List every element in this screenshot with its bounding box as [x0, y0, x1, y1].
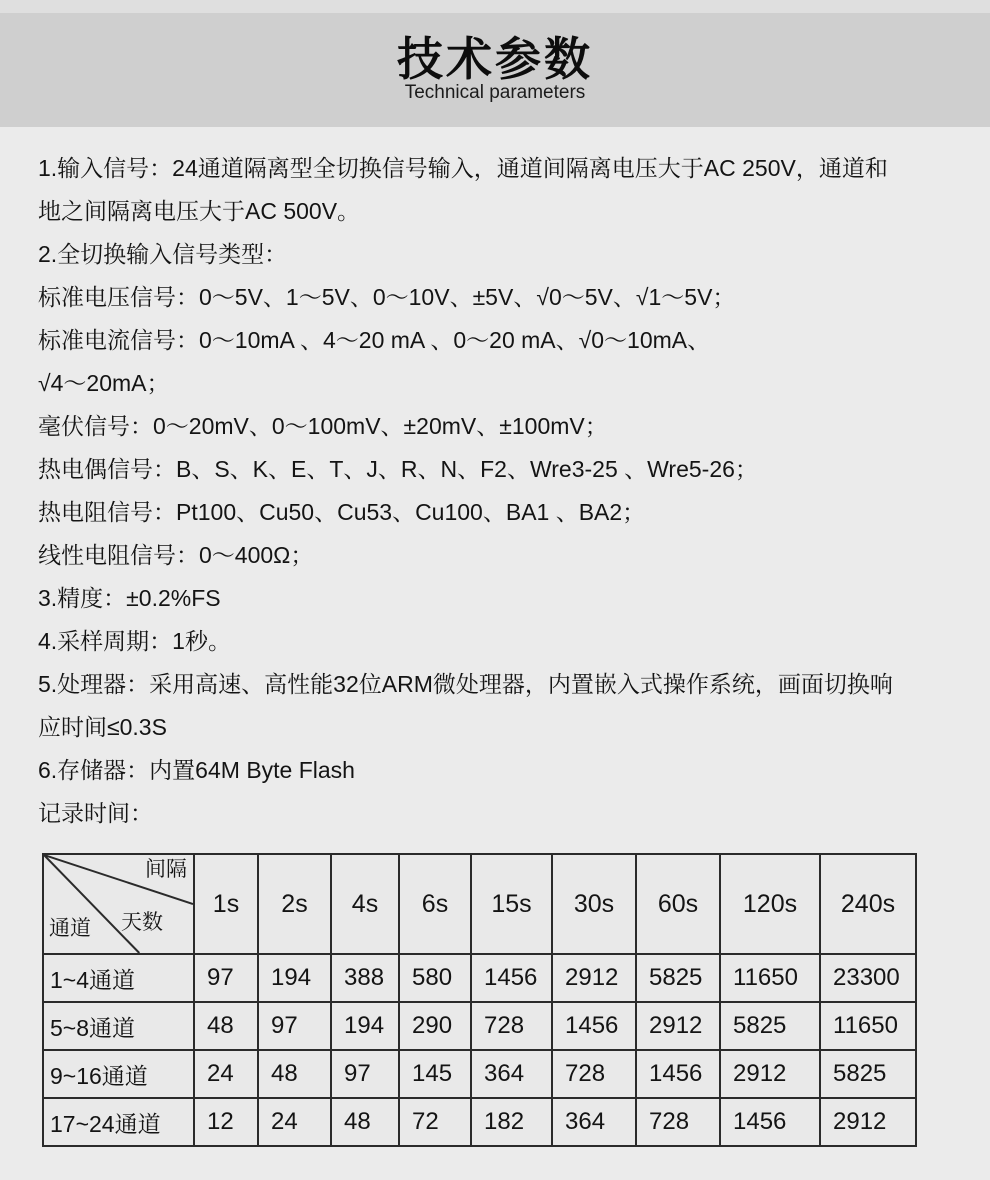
days-cell: 388 — [331, 954, 399, 1002]
spec-line: 热电偶信号：B、S、K、E、T、J、R、N、F2、Wre3-25 、Wre5-26； — [38, 456, 758, 482]
page-title: 技术参数 — [397, 33, 593, 85]
channel-cell: 17~24通道 — [43, 1098, 194, 1146]
channel-cell: 9~16通道 — [43, 1050, 194, 1098]
spec-line: 记录时间： — [38, 800, 153, 826]
spec-line: 地之间隔离电压大于AC 500V。 — [38, 198, 361, 224]
spec-line: 标准电流信号：0～10mA 、4～20 mA 、0～20 mA、√0～10mA、 — [38, 327, 711, 353]
days-cell: 1456 — [720, 1098, 820, 1146]
spec-line: 2.全切换输入信号类型： — [38, 241, 288, 267]
days-cell: 12 — [194, 1098, 258, 1146]
interval-header: 4s — [331, 854, 399, 954]
corner-channel-label: 通道 — [49, 917, 91, 940]
record-time-table — [42, 853, 917, 1147]
corner-days-label: 天数 — [121, 911, 163, 934]
interval-header: 120s — [720, 854, 820, 954]
interval-header: 2s — [258, 854, 331, 954]
spec-line: 热电阻信号：Pt100、Cu50、Cu53、Cu100、BA1 、BA2； — [38, 499, 646, 525]
table-row — [43, 1002, 916, 1050]
days-cell: 23300 — [820, 954, 916, 1002]
spec-line: 应时间≤0.3S — [38, 714, 167, 740]
spec-line: √4～20mA； — [38, 370, 170, 396]
page-subtitle: Technical parameters — [404, 82, 586, 103]
days-cell: 364 — [471, 1050, 552, 1098]
spec-line: 5.处理器：采用高速、高性能32位ARM微处理器，内置嵌入式操作系统，画面切换响 — [38, 671, 893, 697]
days-cell: 145 — [399, 1050, 471, 1098]
channel-cell: 5~8通道 — [43, 1002, 194, 1050]
days-cell: 97 — [258, 1002, 331, 1050]
spec-line: 6.存储器：内置64M Byte Flash — [38, 757, 355, 783]
days-cell: 364 — [552, 1098, 636, 1146]
table-header-row — [43, 854, 916, 954]
spec-text-block — [0, 127, 990, 1147]
days-cell: 24 — [194, 1050, 258, 1098]
spec-line: 1.输入信号：24通道隔离型全切换信号输入，通道间隔离电压大于AC 250V，通道和 — [38, 155, 888, 181]
days-cell: 290 — [399, 1002, 471, 1050]
interval-header: 1s — [194, 854, 258, 954]
interval-header: 30s — [552, 854, 636, 954]
days-cell: 1456 — [636, 1050, 720, 1098]
corner-interval-label: 间隔 — [145, 858, 187, 881]
days-cell: 194 — [258, 954, 331, 1002]
header-band — [0, 13, 990, 127]
days-cell: 48 — [258, 1050, 331, 1098]
interval-header: 60s — [636, 854, 720, 954]
days-cell: 182 — [471, 1098, 552, 1146]
interval-header: 15s — [471, 854, 552, 954]
days-cell: 728 — [552, 1050, 636, 1098]
days-cell: 48 — [331, 1098, 399, 1146]
spec-line: 标准电压信号：0～5V、1～5V、0～10V、±5V、√0～5V、√1～5V； — [38, 284, 736, 310]
spec-line: 毫伏信号：0～20mV、0～100mV、±20mV、±100mV； — [38, 413, 608, 439]
days-cell: 5825 — [636, 954, 720, 1002]
days-cell: 5825 — [720, 1002, 820, 1050]
days-cell: 97 — [194, 954, 258, 1002]
spec-line: 4.采样周期：1秒。 — [38, 628, 231, 654]
spec-line: 线性电阻信号：0～400Ω； — [38, 542, 314, 568]
interval-header: 240s — [820, 854, 916, 954]
days-cell: 1456 — [471, 954, 552, 1002]
days-cell: 24 — [258, 1098, 331, 1146]
channel-cell: 1~4通道 — [43, 954, 194, 1002]
days-cell: 1456 — [552, 1002, 636, 1050]
table-row — [43, 954, 916, 1002]
days-cell: 11650 — [820, 1002, 916, 1050]
corner-cell — [43, 854, 194, 954]
interval-header: 6s — [399, 854, 471, 954]
days-cell: 580 — [399, 954, 471, 1002]
days-cell: 2912 — [720, 1050, 820, 1098]
days-cell: 728 — [636, 1098, 720, 1146]
days-cell: 72 — [399, 1098, 471, 1146]
days-cell: 728 — [471, 1002, 552, 1050]
days-cell: 5825 — [820, 1050, 916, 1098]
spec-line: 3.精度：±0.2%FS — [38, 585, 221, 611]
days-cell: 97 — [331, 1050, 399, 1098]
days-cell: 48 — [194, 1002, 258, 1050]
top-strip — [0, 0, 990, 13]
days-cell: 2912 — [636, 1002, 720, 1050]
days-cell: 194 — [331, 1002, 399, 1050]
days-cell: 2912 — [820, 1098, 916, 1146]
days-cell: 2912 — [552, 954, 636, 1002]
table-row — [43, 1098, 916, 1146]
days-cell: 11650 — [720, 954, 820, 1002]
table-row — [43, 1050, 916, 1098]
